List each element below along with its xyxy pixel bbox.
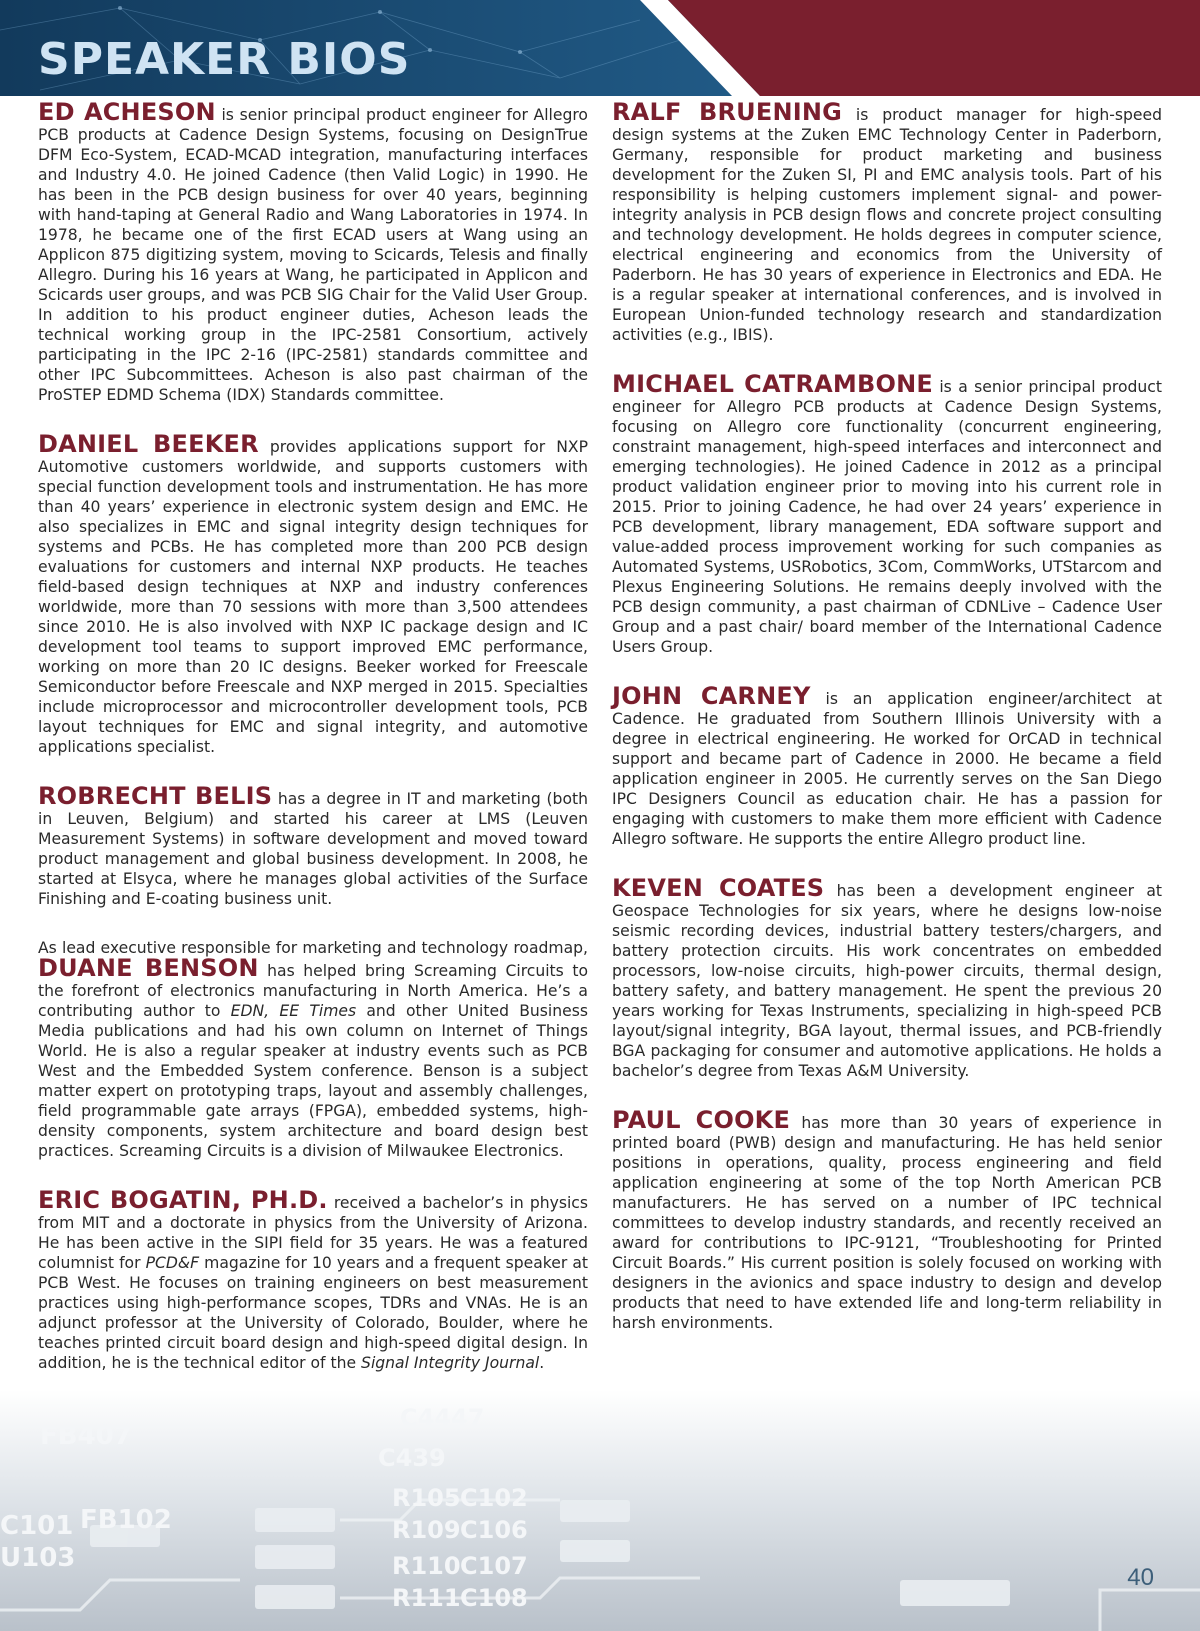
board-label: FB407 bbox=[40, 1421, 132, 1451]
bio-text: is senior principal product engineer for Allegro PCB products at Cadence Design Systems, focusing on DesignTrue DFM Eco-System, ECAD-MCAD integration, manufacturing interfaces and Industry 4.0. He joined Cadence (then Valid Logic) in 1990. He has been in the PCB design business for over 40 years, beginning with hand-taping at General Radio and Wang Laboratories in 1974. In 1978, he became one of the first ECAD users at Wang using an Applicon 875 digitizing system, moving to Scicards, Telesis and finally Allegro. During his 16 years at Wang, he participated in Applicon and Scicards user groups, and was PCB SIG Chair for the Valid User Group. In addition to his product engineer duties, Acheson leads the technical working group in the IPC-2581 Consortium, actively participating in the IPC 2-16 (IPC-2581) standards committee and other IPC Subcommittees. Acheson is also past chairman of the ProSTEP EDMD Schema (IDX) Standards committee. bbox=[38, 106, 588, 404]
bio-text-intro: As lead executive responsible for marketing and technology roadmap, bbox=[38, 939, 588, 957]
header-banner bbox=[0, 0, 1200, 96]
bio-text: received a bachelor’s in physics from MIT and a doctorate in physics from the University of Arizona. He has been active in the SIPI field for 35 years. He was a featured columnist for bbox=[38, 1194, 588, 1272]
speaker-name: KEVEN COATES bbox=[612, 874, 825, 902]
bio-john-carney bbox=[612, 682, 1162, 849]
board-label: U103 bbox=[0, 1543, 76, 1573]
bio-duane-benson bbox=[38, 938, 588, 1161]
board-label: C102 bbox=[460, 1484, 528, 1512]
speaker-name: ROBRECHT BELIS bbox=[38, 782, 273, 810]
bio-text: has more than 30 years of experience in printed board (PWB) design and manufacturing. He has held senior positions in operations, quality, process engineering and field application engineering at some of the top North American PCB manufacturers. He has served on a number of IPC technical committees to develop industry standards, and recently received an award for contributions to IPC-9121, “Troubleshooting for Printed Circuit Boards.” His current position is solely focused on working with designers in the avionics and space industry to design and develop products that need to have extended life and long-term reliability in harsh environments. bbox=[612, 1114, 1162, 1332]
page-title: SPEAKER BIOS bbox=[38, 34, 411, 85]
bio-ralf-bruening bbox=[612, 98, 1163, 345]
board-label: FB102 bbox=[80, 1505, 172, 1535]
board-label: R105 bbox=[392, 1484, 461, 1512]
speaker-name: ED ACHESON bbox=[38, 98, 216, 126]
right-column bbox=[612, 98, 1163, 1362]
bio-text: . bbox=[539, 1354, 545, 1372]
board-label: R109 bbox=[392, 1516, 461, 1544]
board-label: C107 bbox=[460, 1552, 528, 1580]
board-label: C101 bbox=[0, 1511, 74, 1541]
bio-text: provides applications support for NXP Automotive customers worldwide, and supports customers with special function development tools and instrumentation. He has more than 40 years’ experience in electronic system design and EMC. He also specializes in EMC and signal integrity design techniques for systems and PCBs. He has completed more than 200 PCB design evaluations for customers and internal NXP products. He teaches field-based design techniques at NXP and industry conferences worldwide, more than 70 sessions with more than 3,500 attendees since 2010. He is also involved with NXP IC package design and IC development tool teams to support improved EMC performance, working on more than 20 IC designs. Beeker worked for Freescale Semiconductor before Freescale and NXP merged in 2015. Specialties include microprocessor and microcontroller development tools, PCB layout techniques for EMC and signal integrity, and automotive applications specialist. bbox=[38, 438, 588, 756]
speaker-name: DUANE BENSON bbox=[38, 954, 259, 982]
bio-text: and other United Business Media publications and had his own column on Internet of Things World. He is also a regular speaker at industry events such as PCB West and the Embedded System conference. Benson is a subject matter expert on prototyping traps, layout and assembly challenges, field programmable gate arrays (FPGA), embedded systems, high-density components, system architecture and board design best practices. Screaming Circuits is a division of Milwaukee Electronics. bbox=[38, 1002, 588, 1160]
speaker-name: ERIC BOGATIN, PH.D. bbox=[38, 1186, 328, 1214]
bio-keven-coates bbox=[612, 874, 1162, 1081]
bio-ed-acheson bbox=[38, 98, 588, 405]
bio-text: has helped bring Screaming Circuits to the forefront of electronics manufacturing in North America. He’s a contributing author to bbox=[38, 962, 588, 1020]
board-label: C108 bbox=[460, 1584, 528, 1612]
bio-text: has been a development engineer at Geospace Technologies for six years, where he designs low-noise seismic recording devices, industrial battery testers/chargers, and battery protection circuits. His work concentrates on embedded processors, low-noise circuits, high-power circuits, thermal design, battery safety, and battery management. He spent the previous 20 years working for Texas Instruments, specializing in high-speed PCB layout/signal integrity, BGA layout, thermal issues, and PCB-friendly BGA packaging for consumer and automotive applications. He holds a bachelor’s degree from Texas A&M University. bbox=[612, 882, 1162, 1080]
board-label: C106 bbox=[460, 1516, 528, 1544]
board-label: R111 bbox=[392, 1584, 461, 1612]
bio-text: has a degree in IT and marketing (both in Leuven, Belgium) and started his career at LMS (Leuven Measurement Systems) in software development and moved toward product management and global business development. In 2008, he started at Elsyca, where he manages global activities of the Surface Finishing and E-coating business unit. bbox=[38, 790, 588, 908]
bio-michael-catrambone bbox=[612, 370, 1162, 657]
page-number: 40 bbox=[1127, 1564, 1154, 1591]
speaker-name: DANIEL BEEKER bbox=[38, 430, 259, 458]
bio-paul-cooke bbox=[612, 1106, 1162, 1333]
speaker-name: PAUL COOKE bbox=[612, 1106, 791, 1134]
publication-title: PCD&F bbox=[145, 1254, 200, 1272]
left-column bbox=[38, 98, 588, 1402]
bio-text: is an application engineer/architect at Cadence. He graduated from Southern Illinois University with a degree in electrical engineering. He worked for OrCAD in technical support and became part of Cadence in 2000. He became a field application engineer in 2005. He currently serves on the San Diego IPC Designers Council as education chair. He has a passion for engaging with customers to make them more efficient with Cadence Allegro software. He supports the entire Allegro product line. bbox=[612, 690, 1162, 848]
bio-daniel-beeker bbox=[38, 430, 588, 757]
bio-robrecht-belis bbox=[38, 782, 588, 909]
board-label: C439 bbox=[378, 1444, 446, 1472]
bio-text: magazine for 10 years and a frequent speaker at PCB West. He focuses on training engineers on best measurement practices using high-performance scopes, TDRs and VNAs. He is an adjunct professor at the University of Colorado, Boulder, where he teaches printed circuit board design and high-speed digital design. In addition, he is the technical editor of the bbox=[38, 1254, 588, 1372]
publication-title: EDN, EE Times bbox=[230, 1002, 357, 1020]
speaker-name: MICHAEL CATRAMBONE bbox=[612, 370, 933, 398]
board-label: R110 bbox=[392, 1552, 461, 1580]
circuit-board-background bbox=[0, 1390, 1200, 1631]
bio-eric-bogatin bbox=[38, 1186, 588, 1373]
board-label: C4447 bbox=[400, 1404, 485, 1432]
speaker-name: RALF BRUENING bbox=[612, 98, 843, 126]
speaker-name: JOHN CARNEY bbox=[612, 682, 811, 710]
bio-text: is product manager for high-speed design systems at the Zuken EMC Technology Center in Paderborn, Germany, responsible for product marketing and business development for the Zuken SI, PI and EMC analysis tools. Part of his responsibility is helping customers implement signal- and power-integrity analysis in PCB design flows and concrete project consulting and technology development. He holds degrees in computer science, electrical engineering and economics from the University of Paderborn. He has 30 years of experience in Electronics and EDA. He is a regular speaker at international conferences, and is involved in European Union-funded technology research and standardization activities (e.g., IBIS). bbox=[612, 106, 1163, 344]
publication-title: Signal Integrity Journal bbox=[361, 1354, 540, 1372]
bio-text: is a senior principal product engineer for Allegro PCB products at Cadence Design Systems, focusing on Allegro core functionality (concurrent engineering, constraint management, high-speed interfaces and interconnect and emerging technologies). He joined Cadence in 2012 as a principal product validation engineer prior to moving into his current role in 2015. Prior to joining Cadence, he had over 24 years’ experience in PCB development, library management, EDA software support and value-added process improvement working for such companies as Automated Systems, USRobotics, 3Com, CommWorks, UTStarcom and Plexus Engineering Solutions. He remains deeply involved with the PCB design community, a past chairman of CDNLive – Cadence User Group and a past chair/ board member of the International Cadence Users Group. bbox=[612, 378, 1162, 656]
